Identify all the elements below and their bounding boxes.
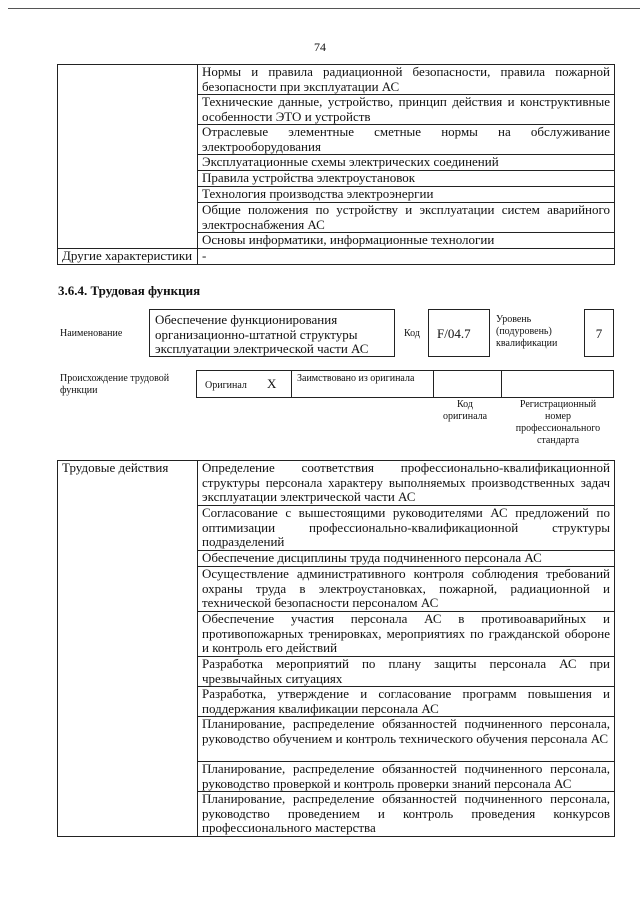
code-label: Код [404, 328, 420, 339]
knowledge-table [57, 64, 615, 265]
labor-action: Обеспечение дисциплины труда подчиненного персонала АС [198, 551, 615, 567]
labor-action: Планирование, распределение обязанностей подчиненного персонала, руководство проверкой и контроль проверки знаний персонала АС [198, 762, 615, 792]
page-number: 74 [314, 40, 326, 54]
labor-action: Планирование, распределение обязанностей подчиненного персонала, руководство обучением и контроль технического обучения персонала АС [198, 717, 615, 762]
labor-action: Обеспечение участия персонала АС в противоаварийных и противопожарных тренировках, мероприятиях по гражданской обороне и контроль его действий [198, 612, 615, 657]
function-name: Обеспечение функционирования организационно-штатной структуры эксплуатации электрической части АС [155, 312, 369, 356]
labor-action: Планирование, распределение обязанностей подчиненного персонала, руководство проведением и контроль проведения конкурсов профессионального мастерства [198, 792, 615, 837]
labor-action: Определение соответствия профессионально-квалификационной структуры персонала характеру выполняемых производственных задач эксплуатации электрической части АС [198, 461, 615, 506]
origin-boxes [196, 370, 614, 398]
original-label: Оригинал [205, 380, 247, 391]
other-characteristics-label: Другие характеристики [58, 249, 198, 265]
other-characteristics-value: - [198, 249, 615, 265]
labor-action: Разработка, утверждение и согласование программ повышения и поддержания квалификации персонала АС [198, 687, 615, 717]
knowledge-item: Отраслевые элементные сметные нормы на обслуживание электрооборудования [198, 125, 615, 155]
code-value-box [428, 309, 490, 357]
borrowed-label: Заимствовано из оригинала [297, 373, 415, 384]
knowledge-item: Нормы и правила радиационной безопасности, правила пожарной безопасности при эксплуатации АС [198, 65, 615, 95]
divider [433, 371, 434, 397]
labor-action: Согласование с вышестоящими руководителями АС предложений по оптимизации профессионально-квалификационной структуры подразделений [198, 506, 615, 551]
knowledge-item: Эксплуатационные схемы электрических соединений [198, 155, 615, 171]
knowledge-item: Технология производства электроэнергии [198, 187, 615, 203]
original-code-caption: Код оригинала [442, 399, 488, 422]
divider [291, 371, 292, 397]
qualification-level: 7 [595, 326, 603, 341]
knowledge-left-cell [58, 65, 198, 249]
function-code: F/04.7 [437, 326, 471, 341]
knowledge-item: Технические данные, устройство, принцип действия и конструктивные особенности ЭТО и устройств [198, 95, 615, 125]
level-label: Уровень (подуровень) квалификации [496, 314, 558, 349]
labor-actions-table [57, 460, 615, 837]
origin-label: Происхождение трудовой функции [60, 373, 170, 396]
level-value-box [584, 309, 614, 357]
original-mark: X [267, 376, 277, 391]
registration-caption: Регистрационный номер профессионального стандарта [515, 399, 601, 446]
top-rule [8, 8, 640, 9]
knowledge-item: Основы информатики, информационные технологии [198, 233, 615, 249]
name-label: Наименование [60, 328, 123, 339]
section-title: 3.6.4. Трудовая функция [58, 283, 201, 298]
labor-action: Осуществление административного контроля соблюдения требований охраны труда в электроустановках, пожарной, радиационной и технической безопасности персоналом АС [198, 567, 615, 612]
knowledge-item: Правила устройства электроустановок [198, 171, 615, 187]
labor-actions-label: Трудовые действия [58, 461, 198, 837]
labor-action: Разработка мероприятий по плану защиты персонала АС при чрезвычайных ситуациях [198, 657, 615, 687]
knowledge-item: Общие положения по устройству и эксплуатации систем аварийного электроснабжения АС [198, 203, 615, 233]
name-value-box [149, 309, 395, 357]
divider [501, 371, 502, 397]
